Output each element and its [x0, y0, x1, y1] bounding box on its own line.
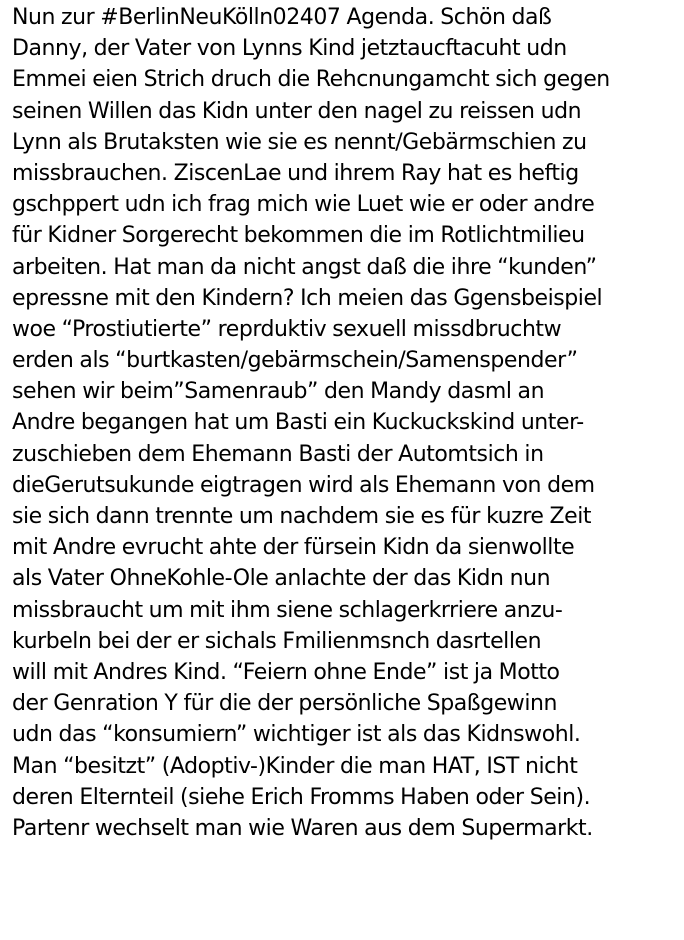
text-line: sehen wir beim”Samenraub” den Mandy dasml an — [12, 379, 545, 405]
text-line: Man “besitzt” (Adoptiv-)Kinder die man HAT, IST nicht — [12, 753, 578, 779]
text-line: mit Andre evrucht ahte der fürsein Kidn da sienwollte — [12, 535, 575, 561]
text-line: als Vater OhneKohle-Ole anlachte der das Kidn nun — [12, 566, 551, 592]
text-line: zuschieben dem Ehemann Basti der Automtsich in — [12, 441, 544, 467]
text-line: Andre begangen hat um Basti ein Kuckuckskind unter- — [12, 410, 584, 436]
text-line: erden als “burtkasten/gebärmschein/Samenspender” — [12, 348, 578, 374]
text-line: Emmei eien Strich druch die Rehcnungamcht sich gegen — [12, 67, 610, 93]
text-line: will mit Andres Kind. “Feiern ohne Ende” ist ja Motto — [12, 659, 560, 685]
text-line: udn das “konsumiern” wichtiger ist als das Kidnswohl. — [12, 722, 581, 748]
text-line: der Genration Y für die der persönliche Spaßgewinn — [12, 691, 557, 717]
text-line: für Kidner Sorgerecht bekommen die im Rotlichtmilieu — [12, 223, 585, 249]
text-line: Nun zur #BerlinNeuKölln02407 Agenda. Schön daß — [12, 5, 552, 30]
text-line: sie sich dann trennte um nachdem sie es für kuzre Zeit — [12, 504, 592, 529]
text-line: gschppert udn ich frag mich wie Luet wie er oder andre — [12, 192, 595, 218]
text-line: Lynn als Brutaksten wie sie es nennt/Gebärmschien zu — [12, 129, 587, 155]
document-text — [12, 2, 680, 844]
text-line: missbraucht um mit ihm siene schlagerkrriere anzu- — [12, 597, 563, 623]
text-line: Partenr wechselt man wie Waren aus dem Supermarkt. — [12, 815, 593, 841]
text-line: seinen Willen das Kidn unter den nagel zu reissen udn — [12, 98, 582, 124]
text-line: deren Elternteil (siehe Erich Fromms Haben oder Sein). — [12, 784, 591, 810]
text-line: missbrauchen. ZiscenLae und ihrem Ray hat es heftig — [12, 160, 579, 186]
text-line: arbeiten. Hat man da nicht angst daß die ihre “kunden” — [12, 254, 597, 280]
text-line: dieGerutsukunde eigtragen wird als Ehemann von dem — [12, 472, 595, 498]
text-line: Danny, der Vater von Lynns Kind jetztaucftacuht udn — [12, 36, 567, 62]
text-line: kurbeln bei der er sichals Fmilienmsnch dasrtellen — [12, 628, 542, 654]
text-line: woe “Prostiutierte” reprduktiv sexuell missdbruchtw — [12, 316, 562, 342]
text-line: epressne mit den Kindern? Ich meien das Ggensbeispiel — [12, 285, 603, 311]
